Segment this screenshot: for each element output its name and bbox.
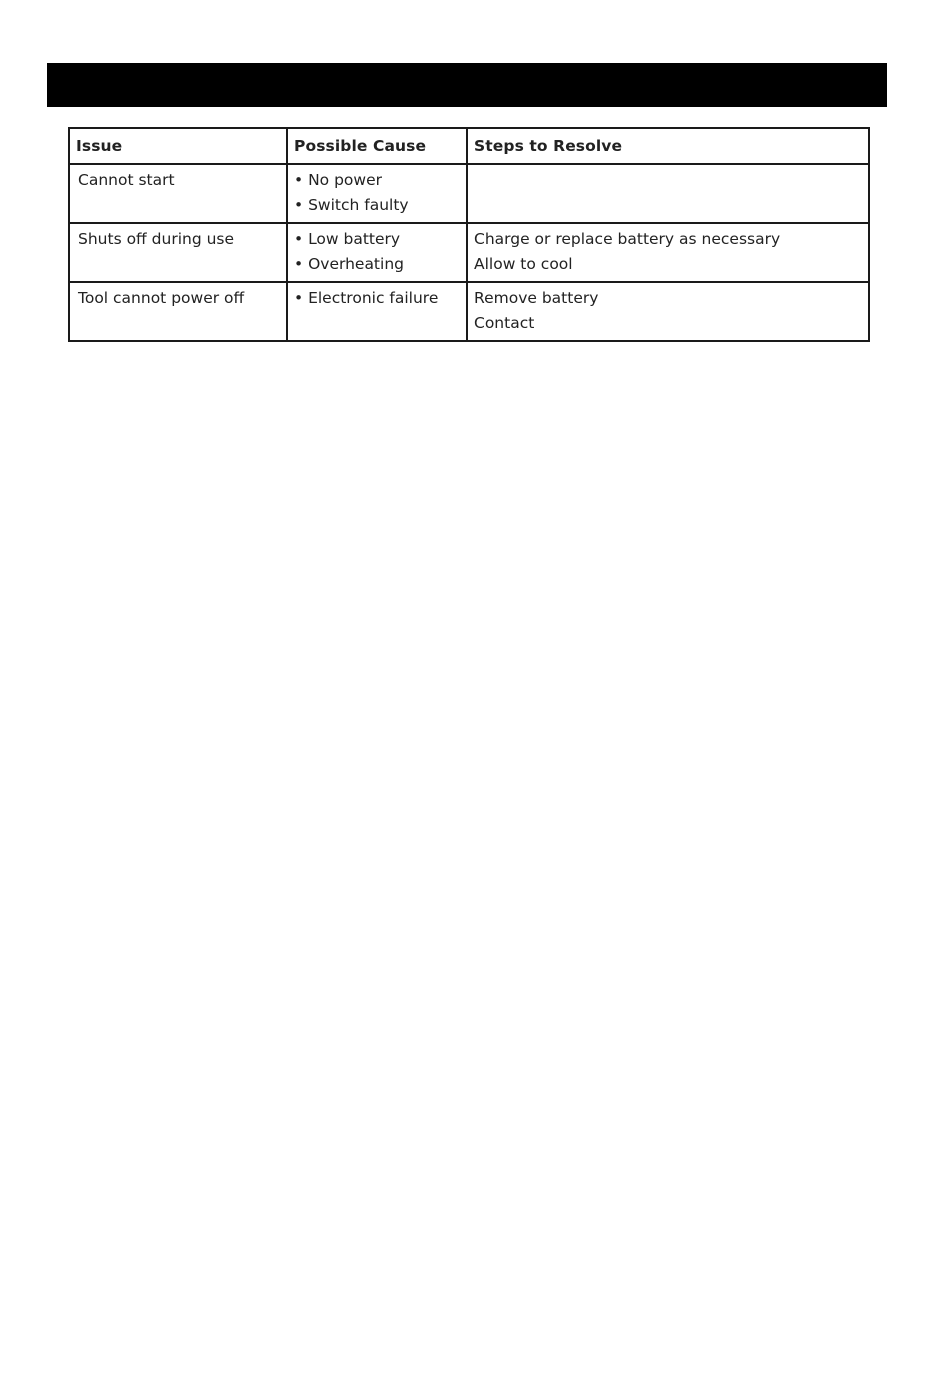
step-item: Charge or replace battery as necessary — [474, 230, 781, 248]
steps-cell — [467, 164, 869, 223]
issue-text: Shuts off during use — [78, 230, 235, 248]
cause-item: • Switch faulty — [294, 196, 409, 214]
header-issue: Issue — [69, 128, 287, 164]
table-row — [69, 223, 869, 282]
steps-cell — [467, 282, 869, 341]
section-header-bar — [47, 63, 887, 107]
step-item: Contact — [474, 314, 535, 332]
cause-item: • No power — [294, 171, 382, 189]
cause-cell — [287, 223, 467, 282]
issue-cell — [69, 164, 287, 223]
step-item: Remove battery — [474, 289, 599, 307]
steps-cell — [467, 223, 869, 282]
issue-cell — [69, 223, 287, 282]
cause-item: • Overheating — [294, 255, 404, 273]
table-row — [69, 282, 869, 341]
step-item: Allow to cool — [474, 255, 573, 273]
cause-item: • Low battery — [294, 230, 401, 248]
issue-cell — [69, 282, 287, 341]
issue-text: Cannot start — [78, 171, 175, 189]
cause-cell — [287, 282, 467, 341]
cause-cell — [287, 164, 467, 223]
issue-text: Tool cannot power off — [78, 289, 245, 307]
header-possible-cause: Possible Cause — [287, 128, 467, 164]
cause-item: • Electronic failure — [294, 289, 439, 307]
troubleshooting-table — [68, 127, 870, 342]
header-steps-to-resolve: Steps to Resolve — [467, 128, 869, 164]
table-header-row — [69, 128, 869, 164]
table-row — [69, 164, 869, 223]
